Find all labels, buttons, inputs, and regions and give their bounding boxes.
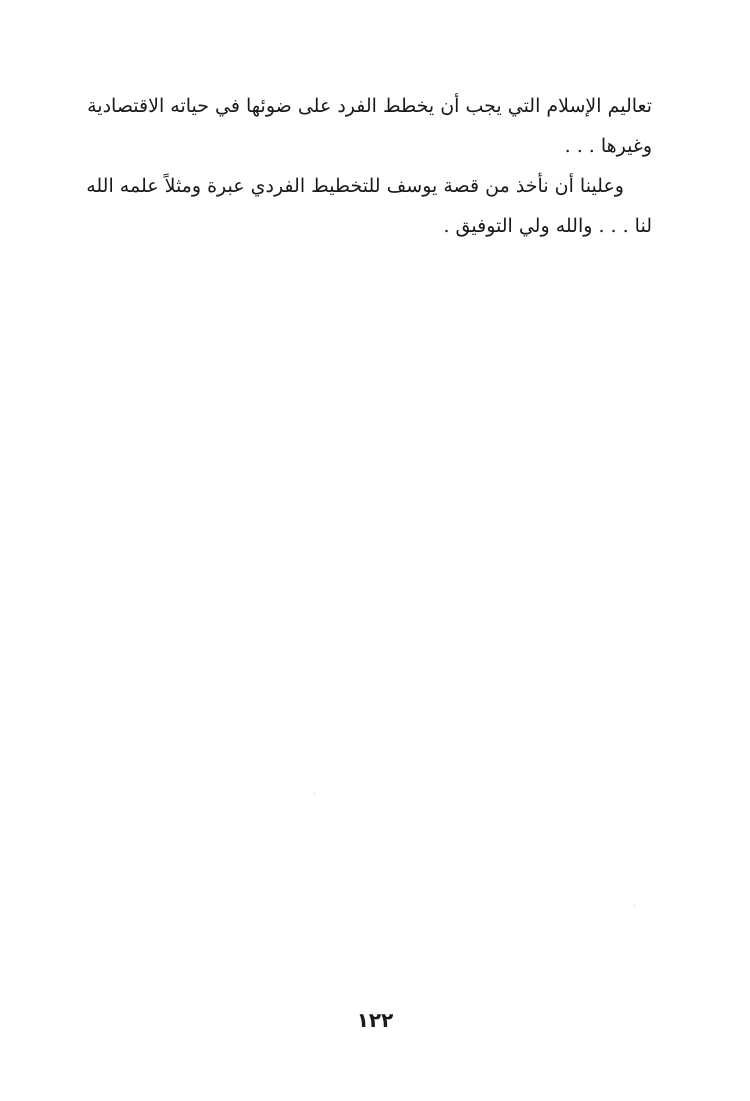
text-line: وعلينا أن نأخذ من قصة يوسف للتخطيط الفردي عبرة ومثلاً علمه الله bbox=[86, 175, 624, 197]
text-line: وغيرها . . . bbox=[564, 135, 652, 157]
page-number: ١٢٢ bbox=[356, 1008, 394, 1032]
scan-speck bbox=[634, 905, 635, 906]
text-line: لنا . . . والله ولي التوفيق . bbox=[443, 215, 652, 237]
paragraph-2 bbox=[86, 166, 652, 246]
scan-speck bbox=[314, 793, 315, 794]
paragraph-1 bbox=[87, 86, 652, 166]
text-line: تعاليم الإسلام التي يجب أن يخطط الفرد على ضوئها في حياته الاقتصادية bbox=[87, 95, 652, 117]
page-body bbox=[86, 86, 652, 246]
